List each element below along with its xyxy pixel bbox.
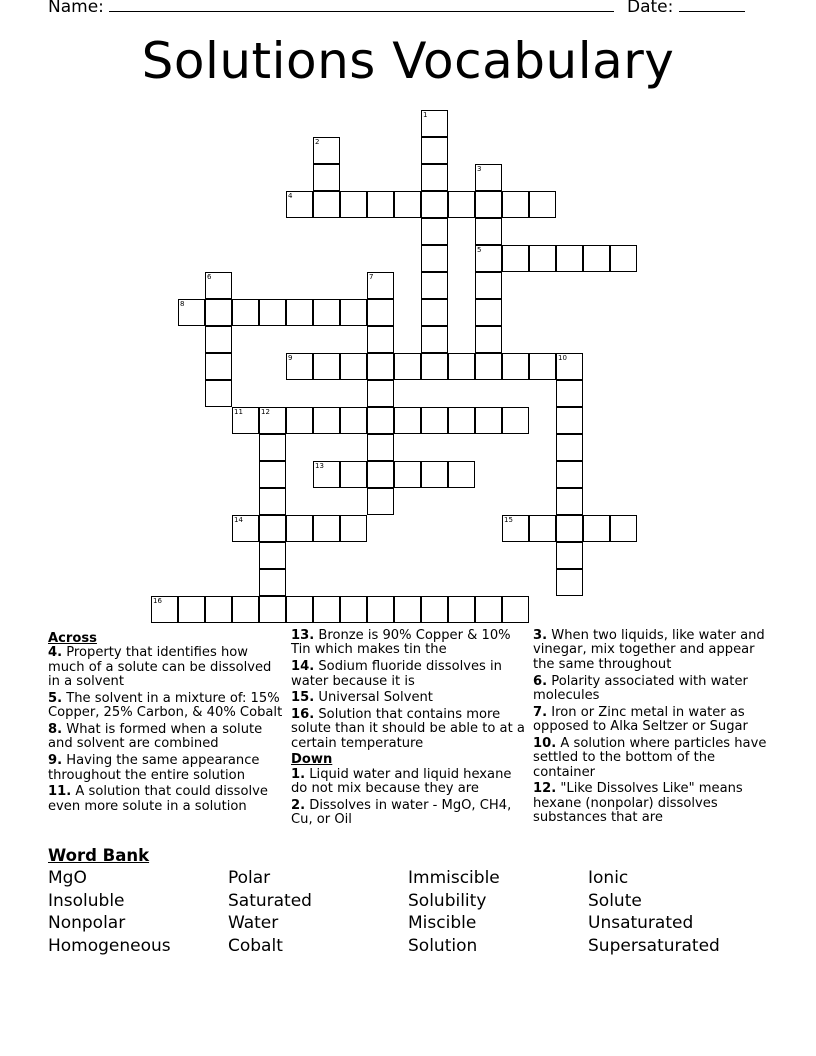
clue-item: 6. Polarity associated with water molecules — [533, 673, 748, 703]
crossword-cell[interactable] — [421, 407, 448, 434]
clue-number: 13 — [315, 462, 324, 470]
crossword-cell[interactable] — [448, 407, 475, 434]
crossword-cell[interactable] — [421, 218, 448, 245]
crossword-cell[interactable] — [259, 515, 286, 542]
clue-item: 7. Iron or Zinc metal in water as opposed to Alka Seltzer or Sugar — [533, 704, 748, 735]
crossword-cell[interactable] — [502, 596, 529, 623]
word-bank-item: Immiscible — [408, 868, 500, 888]
crossword-cell[interactable] — [340, 461, 367, 488]
crossword-cell[interactable] — [529, 515, 556, 542]
clues-column-1 — [48, 629, 284, 816]
clue-number: 9 — [288, 354, 293, 362]
crossword-cell[interactable] — [205, 272, 232, 299]
crossword-cell[interactable] — [367, 326, 394, 353]
crossword-cell[interactable] — [556, 380, 583, 407]
crossword-cell[interactable] — [475, 191, 502, 218]
crossword-cell[interactable] — [421, 461, 448, 488]
crossword-cell[interactable] — [286, 407, 313, 434]
crossword-cell[interactable] — [259, 299, 286, 326]
word-bank-item: Water — [228, 913, 279, 933]
crossword-cell[interactable] — [313, 191, 340, 218]
clue-number: 15 — [504, 516, 513, 524]
word-bank-item: Saturated — [228, 890, 312, 911]
clue-list-col2-across — [291, 629, 525, 751]
clue-number: 6 — [207, 273, 212, 281]
crossword-cell[interactable] — [475, 353, 502, 380]
crossword-cell[interactable] — [556, 353, 583, 380]
clue-number: 2 — [315, 138, 320, 146]
clue-item: 3. When two liquids, like water and vinegar, mix together and appear the same throughout — [533, 628, 765, 672]
crossword-cell[interactable] — [340, 407, 367, 434]
clues-column-3 — [533, 629, 769, 828]
crossword-cell[interactable] — [448, 353, 475, 380]
crossword-cell[interactable] — [286, 191, 313, 218]
crossword-cell[interactable] — [232, 407, 259, 434]
clue-number: 8 — [180, 300, 185, 308]
crossword-cell[interactable] — [556, 434, 583, 461]
crossword-cell[interactable] — [259, 569, 286, 596]
crossword-cell[interactable] — [178, 596, 205, 623]
name-label: Name: — [48, 0, 104, 17]
crossword-cell[interactable] — [259, 461, 286, 488]
crossword-cell[interactable] — [421, 110, 448, 137]
crossword-cell[interactable] — [367, 299, 394, 326]
crossword-cell[interactable] — [475, 245, 502, 272]
crossword-cell[interactable] — [151, 596, 178, 623]
crossword-cell[interactable] — [475, 164, 502, 191]
crossword-cell[interactable] — [502, 407, 529, 434]
crossword-cell[interactable] — [448, 191, 475, 218]
crossword-cell[interactable] — [502, 191, 529, 218]
word-bank-item: Insoluble — [48, 890, 125, 911]
crossword-cell[interactable] — [556, 461, 583, 488]
clue-number: 11 — [234, 408, 243, 416]
crossword-cell[interactable] — [529, 245, 556, 272]
word-bank-item: Solubility — [408, 890, 487, 911]
word-bank-title: Word Bank — [48, 846, 150, 865]
crossword-cell[interactable] — [421, 191, 448, 218]
crossword-cell[interactable] — [205, 596, 232, 623]
crossword-cell[interactable] — [421, 299, 448, 326]
crossword-cell[interactable] — [475, 407, 502, 434]
crossword-cell[interactable] — [529, 191, 556, 218]
crossword-cell[interactable] — [475, 299, 502, 326]
crossword-cell[interactable] — [313, 137, 340, 164]
word-bank-item: Solution — [408, 935, 478, 956]
crossword-cell[interactable] — [556, 569, 583, 596]
crossword-cell[interactable] — [394, 353, 421, 380]
crossword-cell[interactable] — [367, 272, 394, 299]
crossword-cell[interactable] — [421, 272, 448, 299]
clue-list-col1 — [48, 646, 284, 814]
clue-item: 11. A solution that could dissolve even more solute in a solution — [48, 784, 268, 814]
crossword-cell[interactable] — [340, 515, 367, 542]
crossword-cell[interactable] — [259, 596, 286, 623]
crossword-cell[interactable] — [448, 596, 475, 623]
crossword-cell[interactable] — [502, 353, 529, 380]
clue-item: 9. Having the same appearance throughout the entire solution — [48, 753, 260, 783]
clue-item: 5. The solvent in a mixture of: 15% Copper, 25% Carbon, & 40% Cobalt — [48, 690, 283, 721]
crossword-cell[interactable] — [286, 299, 313, 326]
clue-number: 3 — [477, 165, 482, 173]
clue-item: 10. A solution where particles have settled to the bottom of the container — [533, 735, 767, 780]
crossword-cell[interactable] — [475, 326, 502, 353]
crossword-cell[interactable] — [367, 191, 394, 218]
clue-number: 7 — [369, 273, 374, 281]
word-bank-item: Nonpolar — [48, 913, 126, 933]
word-bank-item: Polar — [228, 868, 271, 888]
crossword-cell[interactable] — [178, 299, 205, 326]
crossword-cell[interactable] — [313, 353, 340, 380]
clue-item: 12. "Like Dissolves Like" means hexane (nonpolar) dissolves substances that are — [533, 781, 743, 826]
crossword-cell[interactable] — [502, 245, 529, 272]
word-bank-item: Cobalt — [228, 935, 283, 956]
crossword-cell[interactable] — [313, 596, 340, 623]
page-title: Solutions Vocabulary — [141, 32, 675, 90]
clue-number: 4 — [288, 192, 293, 200]
clue-item: 2. Dissolves in water - MgO, CH4, Cu, or Oil — [291, 797, 512, 828]
crossword-cell[interactable] — [367, 488, 394, 515]
crossword-cell[interactable] — [286, 515, 313, 542]
crossword-cell[interactable] — [313, 164, 340, 191]
across-heading: Across — [48, 631, 97, 646]
clue-item: 14. Sodium fluoride dissolves in water because it is — [291, 659, 502, 689]
clue-item: 16. Solution that contains more solute than it should be able to at a certain temperature — [291, 706, 525, 751]
crossword-cell[interactable] — [286, 353, 313, 380]
word-bank-item: Solute — [588, 890, 642, 911]
word-bank-item: Homogeneous — [48, 935, 171, 956]
crossword-cell[interactable] — [610, 515, 637, 542]
down-heading: Down — [291, 752, 333, 768]
crossword-cell[interactable] — [556, 542, 583, 569]
crossword-cell[interactable] — [313, 461, 340, 488]
clue-item: 13. Bronze is 90% Copper & 10% Tin which makes tin the — [291, 628, 511, 658]
word-bank-item: Miscible — [408, 913, 477, 933]
crossword-cell[interactable] — [556, 245, 583, 272]
crossword-cell[interactable] — [205, 299, 232, 326]
crossword-cell[interactable] — [475, 272, 502, 299]
crossword-cell[interactable] — [556, 515, 583, 542]
crossword-cell[interactable] — [529, 353, 556, 380]
crossword-cell[interactable] — [421, 137, 448, 164]
crossword-cell[interactable] — [232, 515, 259, 542]
crossword-cell[interactable] — [394, 596, 421, 623]
crossword-cell[interactable] — [286, 596, 313, 623]
clues-column-2 — [291, 629, 525, 830]
crossword-cell[interactable] — [475, 218, 502, 245]
crossword-cell[interactable] — [340, 191, 367, 218]
word-bank-item: Supersaturated — [588, 935, 720, 956]
crossword-cell[interactable] — [232, 299, 259, 326]
crossword-cell[interactable] — [205, 326, 232, 353]
crossword-cell[interactable] — [340, 596, 367, 623]
clue-number: 16 — [153, 597, 162, 605]
crossword-cell[interactable] — [421, 245, 448, 272]
crossword-cell[interactable] — [232, 596, 259, 623]
crossword-cell[interactable] — [502, 515, 529, 542]
clue-list-col2-down — [291, 768, 525, 828]
crossword-cell[interactable] — [421, 353, 448, 380]
crossword-cell[interactable] — [367, 407, 394, 434]
crossword-cell[interactable] — [583, 515, 610, 542]
clue-number: 5 — [477, 246, 482, 254]
crossword-cell[interactable] — [367, 596, 394, 623]
word-bank-item: Unsaturated — [588, 913, 694, 933]
crossword-cell[interactable] — [367, 353, 394, 380]
clue-number: 10 — [558, 354, 567, 362]
crossword-cell[interactable] — [259, 488, 286, 515]
crossword-cell[interactable] — [259, 542, 286, 569]
crossword-cell[interactable] — [367, 380, 394, 407]
crossword-cell[interactable] — [394, 191, 421, 218]
crossword-cell[interactable] — [556, 488, 583, 515]
clue-list-col3 — [533, 629, 769, 825]
clue-item: 4. Property that identifies how much of a solute can be dissolved in a solvent — [48, 645, 272, 690]
crossword-cell[interactable] — [205, 353, 232, 380]
clue-number: 14 — [234, 516, 243, 524]
date-label: Date: — [627, 0, 674, 17]
clue-item: 15. Universal Solvent — [291, 690, 433, 706]
crossword-cell[interactable] — [421, 596, 448, 623]
crossword-cell[interactable] — [448, 461, 475, 488]
crossword-cell[interactable] — [421, 326, 448, 353]
crossword-cell[interactable] — [394, 407, 421, 434]
crossword-cell[interactable] — [259, 434, 286, 461]
crossword-cell[interactable] — [313, 407, 340, 434]
crossword-cell[interactable] — [259, 407, 286, 434]
crossword-cell[interactable] — [475, 596, 502, 623]
clue-item: 8. What is formed when a solute and solvent are combined — [48, 722, 263, 752]
crossword-cell[interactable] — [340, 299, 367, 326]
crossword-cell[interactable] — [610, 245, 637, 272]
crossword-cell[interactable] — [313, 515, 340, 542]
crossword-cell[interactable] — [367, 434, 394, 461]
crossword-cell[interactable] — [583, 245, 610, 272]
crossword-cell[interactable] — [556, 407, 583, 434]
clue-number: 12 — [261, 408, 270, 416]
word-bank-item: Ionic — [588, 868, 629, 888]
clue-number: 1 — [423, 111, 428, 119]
crossword-cell[interactable] — [421, 164, 448, 191]
crossword-cell[interactable] — [205, 380, 232, 407]
word-bank-item: MgO — [48, 868, 87, 888]
crossword-cell[interactable] — [340, 353, 367, 380]
crossword-cell[interactable] — [394, 461, 421, 488]
crossword-cell[interactable] — [313, 299, 340, 326]
crossword-cell[interactable] — [367, 461, 394, 488]
clue-item: 1. Liquid water and liquid hexane do not mix because they are — [291, 766, 512, 797]
